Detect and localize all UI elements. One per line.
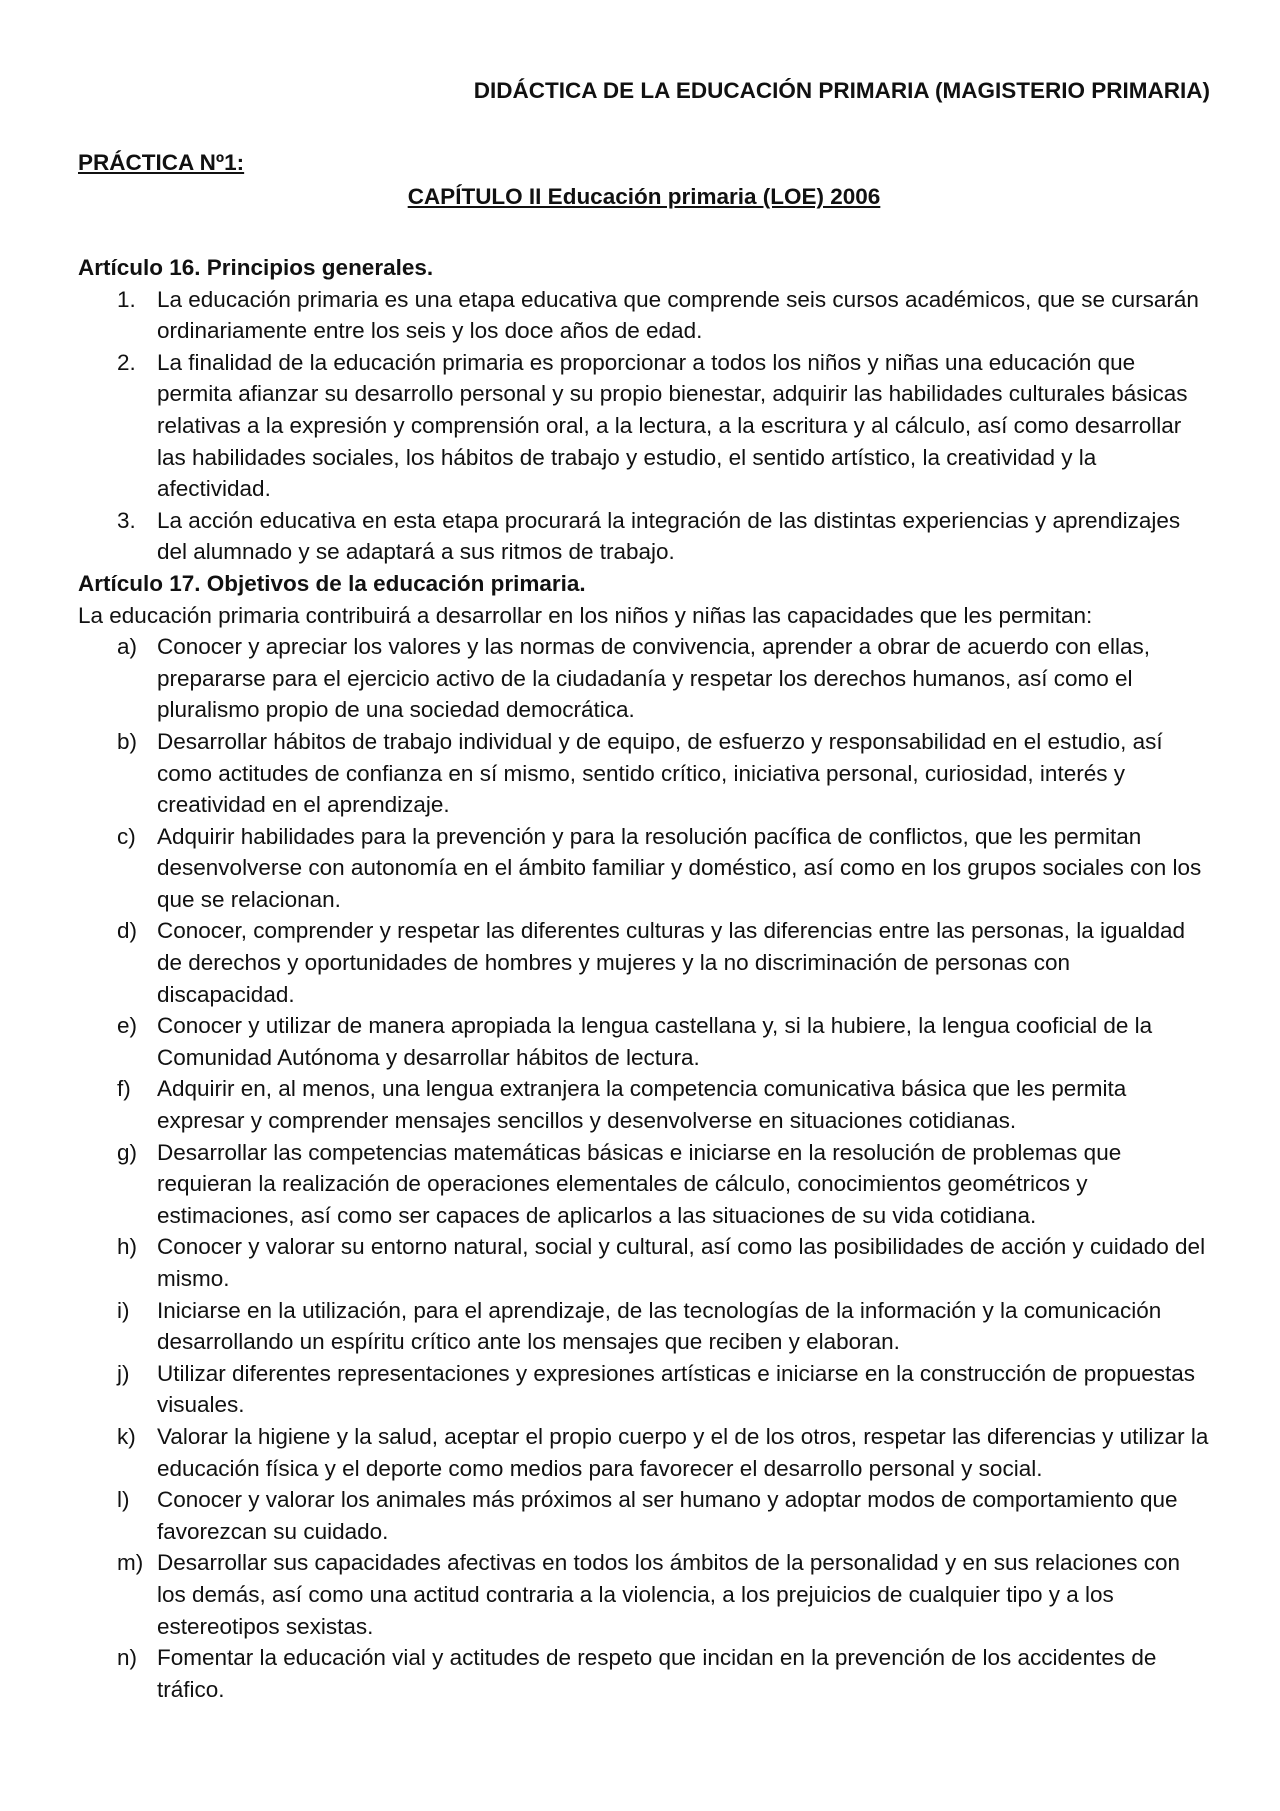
list-item-text: Iniciarse en la utilización, para el aprendizaje, de las tecnologías de la información y la comunicación desarrollando un espíritu crítico ante los mensajes que reciben y elaboran. bbox=[157, 1297, 1162, 1355]
list-item-marker: 3. bbox=[117, 507, 136, 533]
list-item-marker: c) bbox=[117, 823, 136, 849]
list-item bbox=[78, 915, 1210, 1010]
list-item bbox=[78, 1642, 1210, 1705]
list-item bbox=[78, 1137, 1210, 1232]
list-item bbox=[78, 505, 1210, 568]
list-item-text: Adquirir en, al menos, una lengua extranjera la competencia comunicativa básica que les permita expresar y comprender mensajes sencillos y desenvolverse en situaciones cotidianas. bbox=[157, 1076, 1127, 1134]
list-item bbox=[78, 726, 1210, 821]
list-item-text: Desarrollar sus capacidades afectivas en todos los ámbitos de la personalidad y en sus relaciones con los demás, así como una actitud contraria a la violencia, a los prejuicios de cualquier tipo y a los estereotipos sexistas. bbox=[157, 1550, 1181, 1639]
list-item bbox=[78, 821, 1210, 916]
list-item-marker: l) bbox=[117, 1487, 130, 1513]
list-item-marker: h) bbox=[117, 1234, 138, 1260]
list-item-marker: k) bbox=[117, 1423, 136, 1449]
list-item bbox=[78, 1073, 1210, 1136]
list-item-marker: 1. bbox=[117, 286, 136, 312]
list-item-marker: e) bbox=[117, 1013, 138, 1039]
list-item-text: Fomentar la educación vial y actitudes de respeto que incidan en la prevención de los accidentes de tráfico. bbox=[157, 1645, 1157, 1702]
list-item-marker: d) bbox=[117, 918, 138, 944]
list-item bbox=[78, 1295, 1210, 1358]
article-17-intro: La educación primaria contribuirá a desarrollar en los niños y niñas las capacidades que les permitan: bbox=[78, 602, 1093, 628]
list-item-text: Desarrollar hábitos de trabajo individual y de equipo, de esfuerzo y responsabilidad en el estudio, así como actitudes de confianza en sí mismo, sentido crítico, iniciativa personal, curiosidad, interés y creatividad en el aprendizaje. bbox=[157, 728, 1163, 818]
list-item-marker: a) bbox=[117, 634, 138, 660]
article-16-list bbox=[78, 284, 1210, 568]
list-item bbox=[78, 1358, 1210, 1421]
list-item-text: La finalidad de la educación primaria es proporcionar a todos los niños y niñas una educación que permita afianzar su desarrollo personal y su propio bienestar, adquirir las habilidades culturales básicas relativas a la expresión y comprensión oral, a la lectura, a la escritura y al cálculo, así como desarrollar las habilidades sociales, los hábitos de trabajo y estudio, el sentido artístico, la creatividad y la afectividad. bbox=[157, 349, 1188, 502]
list-item-marker: f) bbox=[117, 1076, 131, 1102]
list-item bbox=[78, 1421, 1210, 1484]
list-item-marker: n) bbox=[117, 1645, 138, 1671]
list-item-marker: 2. bbox=[117, 349, 136, 375]
article-17-list bbox=[78, 631, 1210, 1705]
list-item-text: Conocer y valorar los animales más próximos al ser humano y adoptar modos de comportamiento que favorezcan su cuidado. bbox=[157, 1487, 1178, 1544]
list-item-text: Utilizar diferentes representaciones y expresiones artísticas e iniciarse en la construcción de propuestas visuales. bbox=[157, 1360, 1196, 1418]
list-item-text: Conocer, comprender y respetar las diferentes culturas y las diferencias entre las personas, la igualdad de derechos y oportunidades de hombres y mujeres y la no discriminación de personas con discapacidad. bbox=[157, 918, 1186, 1007]
practice-title: PRÁCTICA Nº1: bbox=[78, 150, 245, 175]
list-item-text: Adquirir habilidades para la prevención y para la resolución pacífica de conflictos, que les permitan desenvolverse con autonomía en el ámbito familiar y doméstico, así como en los grupos sociales con los que se relacionan. bbox=[157, 823, 1202, 912]
list-item-text: La educación primaria es una etapa educativa que comprende seis cursos académicos, que se cursarán ordinariamente entre los seis y los doce años de edad. bbox=[157, 286, 1199, 344]
list-item bbox=[78, 347, 1210, 505]
list-item-text: Conocer y apreciar los valores y las normas de convivencia, aprender a obrar de acuerdo con ellas, prepararse para el ejercicio activo de la ciudadanía y respetar los derechos humanos, así como el pluralismo propio de una sociedad democrática. bbox=[157, 634, 1151, 723]
list-item-text: La acción educativa en esta etapa procurará la integración de las distintas experiencias y aprendizajes del alumnado y se adaptará a sus ritmos de trabajo. bbox=[157, 507, 1181, 565]
list-item-text: Conocer y utilizar de manera apropiada la lengua castellana y, si la hubiere, la lengua cooficial de la Comunidad Autónoma y desarrollar hábitos de lectura. bbox=[157, 1013, 1153, 1070]
list-item-marker: b) bbox=[117, 728, 138, 754]
document-body bbox=[78, 252, 1210, 1705]
chapter-title: CAPÍTULO II Educación primaria (LOE) 2006 bbox=[407, 184, 881, 209]
list-item-marker: i) bbox=[117, 1297, 130, 1323]
list-item bbox=[78, 1010, 1210, 1073]
list-item bbox=[78, 284, 1210, 347]
article-17-heading: Artículo 17. Objetivos de la educación primaria. bbox=[78, 570, 586, 596]
list-item-text: Desarrollar las competencias matemáticas básicas e iniciarse en la resolución de problemas que requieran la realización de operaciones elementales de cálculo, conocimientos geométricos y estimaciones, así como ser capaces de aplicarlos a las situaciones de su vida cotidiana. bbox=[157, 1139, 1122, 1228]
list-item bbox=[78, 1484, 1210, 1547]
document-header-title: DIDÁCTICA DE LA EDUCACIÓN PRIMARIA (MAGISTERIO PRIMARIA) bbox=[473, 78, 1210, 103]
list-item bbox=[78, 1231, 1210, 1294]
list-item bbox=[78, 631, 1210, 726]
list-item bbox=[78, 1547, 1210, 1642]
list-item-text: Valorar la higiene y la salud, aceptar el propio cuerpo y el de los otros, respetar las diferencias y utilizar la educación física y el deporte como medios para favorecer el desarrollo personal y social. bbox=[157, 1423, 1209, 1481]
article-16-heading: Artículo 16. Principios generales. bbox=[78, 255, 434, 280]
list-item-text: Conocer y valorar su entorno natural, social y cultural, así como las posibilidades de acción y cuidado del mismo. bbox=[157, 1234, 1206, 1291]
list-item-marker: g) bbox=[117, 1139, 138, 1165]
list-item-marker: j) bbox=[117, 1360, 130, 1386]
list-item-marker: m) bbox=[117, 1550, 144, 1576]
